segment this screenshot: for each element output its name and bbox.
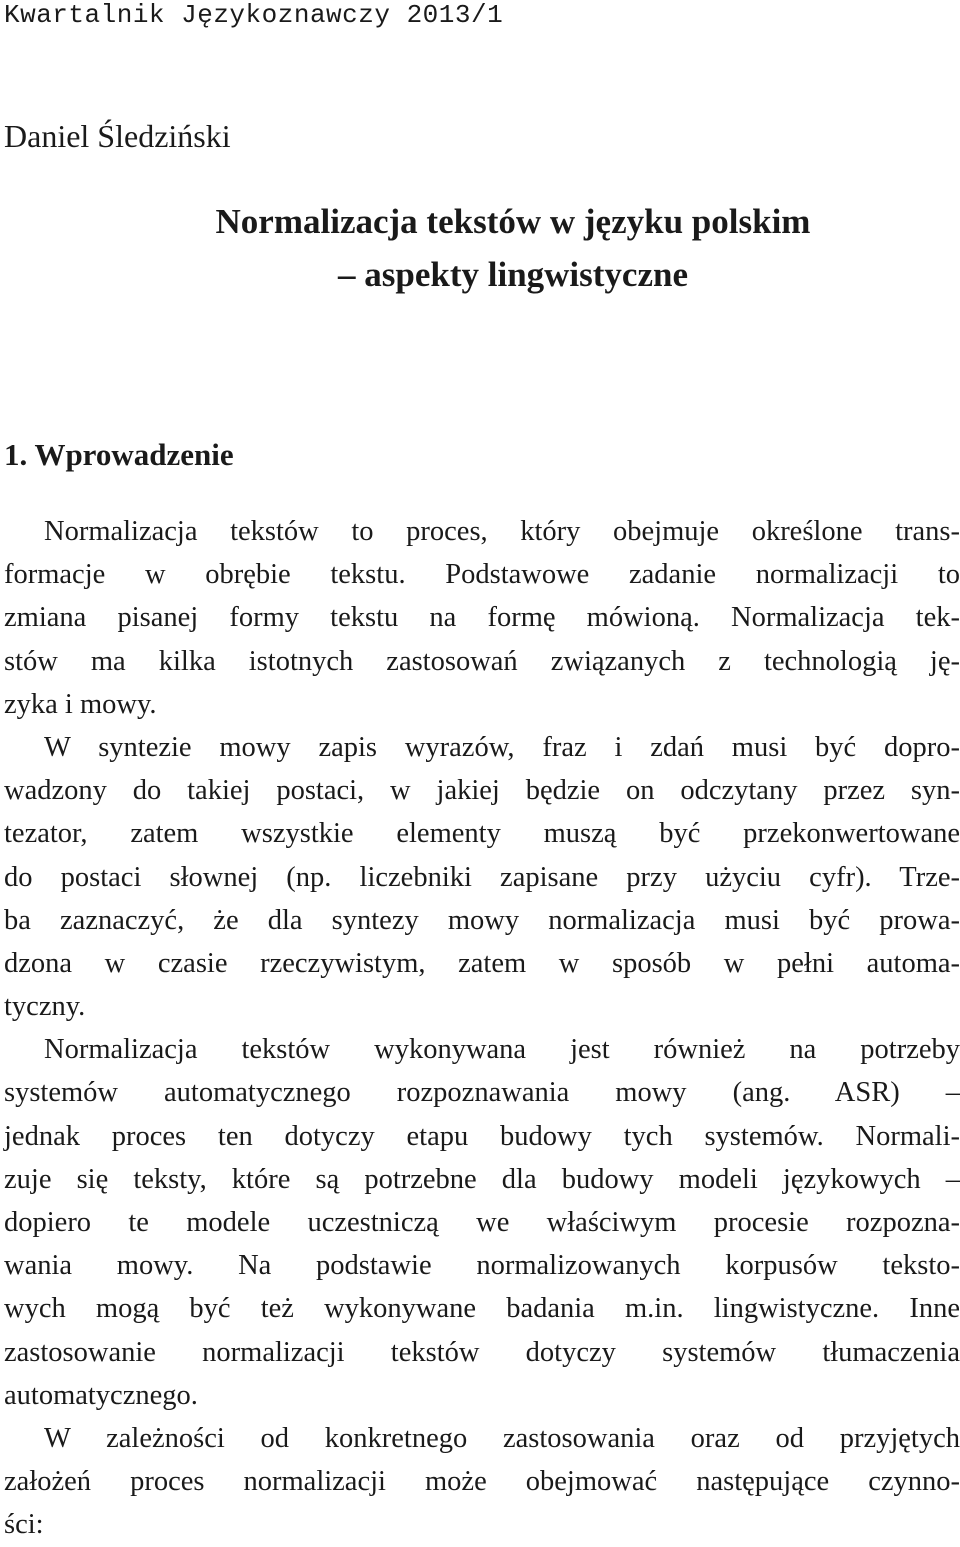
title-line-1: Normalizacja tekstów w języku polskim bbox=[215, 202, 811, 241]
journal-header: Kwartalnik Językoznawczy 2013/1 bbox=[4, 0, 504, 30]
body-line: formacje w obrębie tekstu. Podstawowe zadanie normalizacji to bbox=[4, 559, 960, 591]
body-line: ści: bbox=[4, 1509, 44, 1541]
body-line: wania mowy. Na podstawie normalizowanych korpusów teksto- bbox=[4, 1250, 960, 1282]
body-line: tezator, zatem wszystkie elementy muszą być przekonwertowane bbox=[4, 818, 960, 850]
body-line: automatycznego. bbox=[4, 1379, 198, 1411]
body-line: wadzony do takiej postaci, w jakiej będzie on odczytany przez syn- bbox=[4, 775, 960, 807]
article-title bbox=[0, 195, 960, 301]
body-line: Normalizacja tekstów wykonywana jest również na potrzeby bbox=[44, 1034, 960, 1066]
body-line: zyka i mowy. bbox=[4, 688, 157, 720]
body-text bbox=[4, 510, 960, 1547]
body-line: do postaci słownej (np. liczebniki zapisane przy użyciu cyfr). Trze- bbox=[4, 861, 960, 893]
body-line: zuje się teksty, które są potrzebne dla budowy modeli językowych – bbox=[4, 1163, 960, 1195]
body-line: dopiero te modele uczestniczą we właściwym procesie rozpozna- bbox=[4, 1207, 960, 1238]
body-line: zastosowanie normalizacji tekstów dotyczy systemów tłumaczenia bbox=[4, 1336, 960, 1368]
body-line: zmiana pisanej formy tekstu na formę mówioną. Normalizacja tek- bbox=[4, 602, 960, 634]
title-line-2: – aspekty lingwistyczne bbox=[338, 255, 688, 294]
body-line: jednak proces ten dotyczy etapu budowy tych systemów. Normali- bbox=[4, 1120, 960, 1152]
body-line: W zależności od konkretnego zastosowania oraz od przyjętych bbox=[44, 1422, 960, 1454]
body-line: dzona w czasie rzeczywistym, zatem w sposób w pełni automa- bbox=[4, 947, 960, 979]
body-line: założeń proces normalizacji może obejmować następujące czynno- bbox=[4, 1466, 960, 1498]
body-line: stów ma kilka istotnych zastosowań związanych z technologią ję- bbox=[4, 645, 960, 677]
body-line: systemów automatycznego rozpoznawania mowy (ang. ASR) – bbox=[4, 1077, 960, 1109]
section-heading: 1. Wprowadzenie bbox=[4, 437, 234, 472]
body-line: ba zaznaczyć, że dla syntezy mowy normalizacja musi być prowa- bbox=[4, 904, 960, 936]
body-line: wych mogą być też wykonywane badania m.in. lingwistyczne. Inne bbox=[4, 1293, 960, 1325]
body-line: tyczny. bbox=[4, 991, 86, 1023]
author-name: Daniel Śledziński bbox=[4, 118, 231, 154]
body-line: W syntezie mowy zapis wyrazów, fraz i zdań musi być dopro- bbox=[44, 731, 960, 763]
body-line: Normalizacja tekstów to proces, który obejmuje określone trans- bbox=[44, 516, 960, 547]
